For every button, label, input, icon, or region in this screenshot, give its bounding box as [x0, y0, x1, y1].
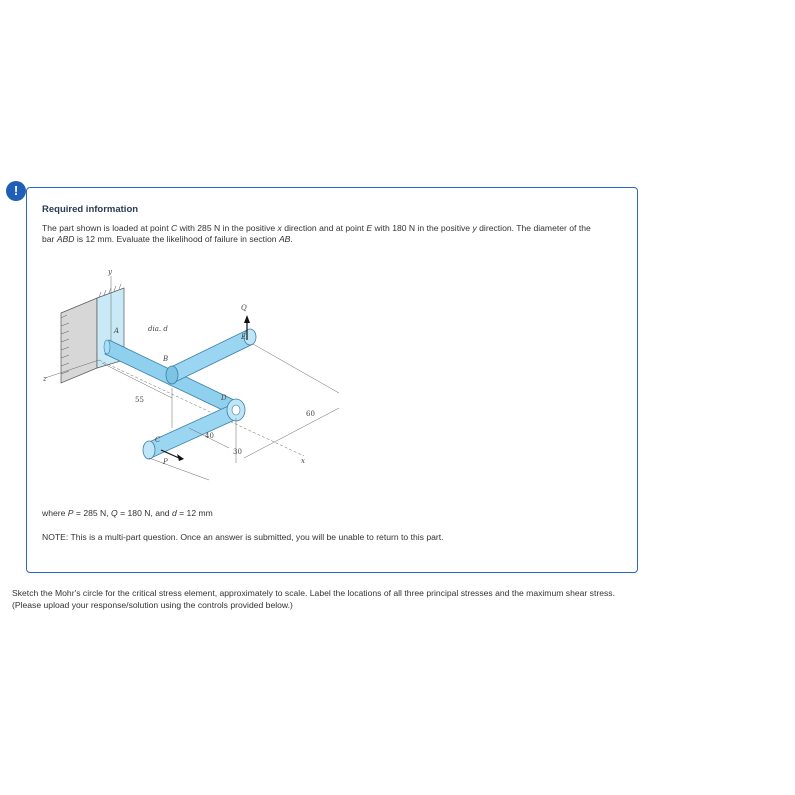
question-line-2: (Please upload your response/solution using the controls provided below.)	[12, 600, 293, 610]
point-c-label: C	[155, 436, 161, 444]
dimension-40-label: 40	[205, 432, 214, 440]
panel-title: Required information	[42, 204, 139, 215]
diameter-label: dia. d	[148, 325, 168, 333]
force-p-label: P	[163, 458, 168, 466]
dimension-60-label: 60	[306, 410, 315, 418]
dimension-30-label: 30	[233, 448, 242, 456]
point-e-label: E	[241, 333, 247, 341]
y-axis-label: y	[108, 268, 112, 276]
point-b-label: B	[163, 355, 169, 363]
lever-dc	[143, 399, 245, 459]
problem-statement: The part shown is loaded at point C with 285 N in the positive x direction and at point E with 180 N in the positive y direction. The diameter of the bar ABD is 12 mm. Evaluate the likelihood of failure in section AB.	[42, 223, 591, 244]
required-information-panel	[26, 187, 638, 573]
force-q-label: Q	[241, 304, 247, 312]
dimension-55-label: 55	[135, 396, 144, 404]
question-prompt	[12, 587, 772, 611]
given-values: where P = 285 N, Q = 180 N, and d = 12 mm	[42, 508, 213, 518]
crank-part-figure	[39, 268, 369, 493]
z-axis-label: z	[43, 375, 47, 383]
multi-part-note: NOTE: This is a multi-part question. Once an answer is submitted, you will be unable to return to this part.	[42, 532, 444, 542]
question-line-1: Sketch the Mohr's circle for the critical stress element, approximately to scale. Label the locations of all three principal stresses and the maximum shear stress.	[12, 588, 615, 598]
point-d-label: D	[221, 394, 227, 402]
alert-icon: !	[6, 181, 26, 201]
point-a-label: A	[114, 327, 120, 335]
x-axis-label: x	[301, 457, 305, 465]
